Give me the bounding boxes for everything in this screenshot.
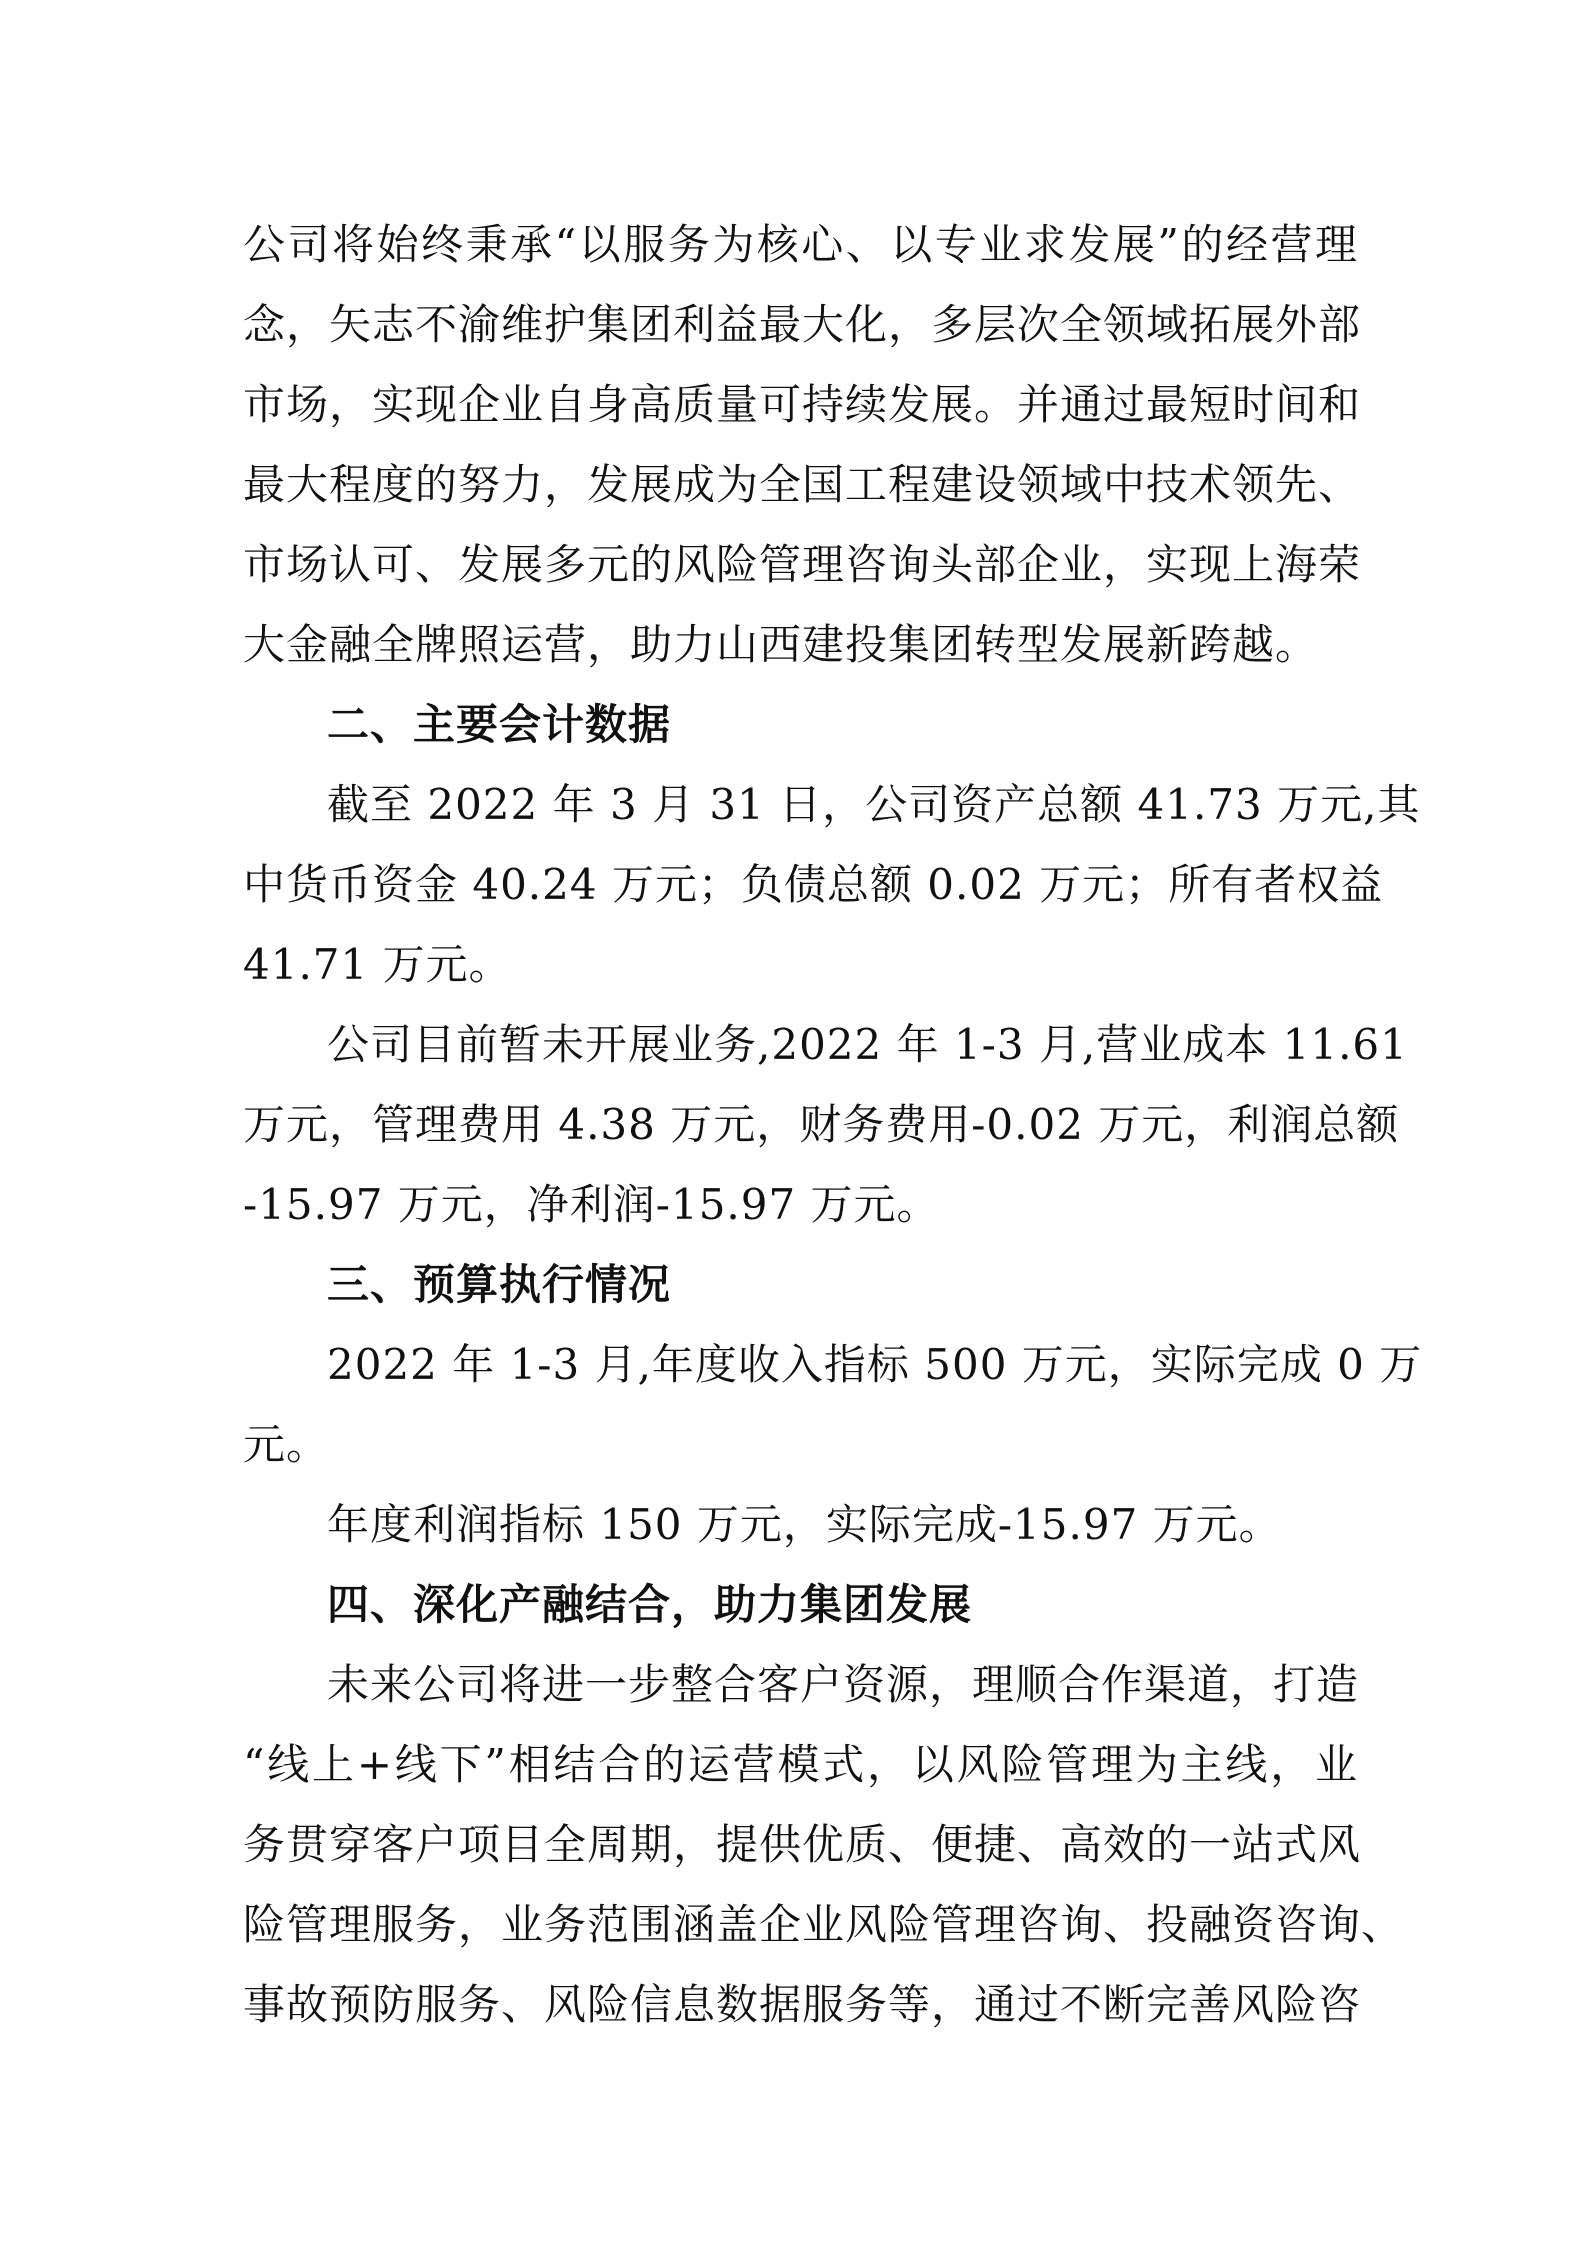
text-line: 年度利润指标 150 万元，实际完成-15.97 万元。 [327, 1500, 1282, 1549]
future-plan-paragraph [243, 1645, 1405, 2045]
accounting-balance-paragraph [243, 765, 1421, 1005]
text-line: 中货币资金 40.24 万元；负债总额 0.02 万元；所有者权益 [243, 860, 1384, 909]
text-line: 最大程度的努力，发展成为全国工程建设领域中技术领先、 [243, 460, 1362, 509]
text-line: 未来公司将进一步整合客户资源，理顺合作渠道，打造 [327, 1660, 1360, 1709]
text-line: 市场认可、发展多元的风险管理咨询头部企业，实现上海荣 [243, 540, 1362, 589]
text-line: 截至 2022 年 3 月 31 日，公司资产总额 41.73 万元,其 [327, 780, 1421, 829]
text-line: 元。 [243, 1420, 330, 1469]
text-line: -15.97 万元，净利润-15.97 万元。 [243, 1180, 940, 1229]
text-line: 念，矢志不渝维护集团利益最大化，多层次全领域拓展外部 [243, 300, 1362, 349]
section-heading-industry-finance: 四、深化产融结合，助力集团发展 [327, 1580, 973, 1629]
text-line: 事故预防服务、风险信息数据服务等，通过不断完善风险咨 [243, 1980, 1362, 2029]
section-heading-budget-execution: 三、预算执行情况 [327, 1260, 672, 1309]
budget-revenue-paragraph [243, 1325, 1423, 1485]
text-line: 万元，管理费用 4.38 万元，财务费用-0.02 万元，利润总额 [243, 1100, 1400, 1149]
text-line: 2022 年 1-3 月,年度收入指标 500 万元，实际完成 0 万 [327, 1340, 1423, 1389]
text-line: 公司将始终秉承“以服务为核心、以专业求发展”的经营理 [243, 220, 1358, 269]
accounting-income-paragraph [243, 1005, 1408, 1245]
text-line: 市场，实现企业自身高质量可持续发展。并通过最短时间和 [243, 380, 1362, 429]
text-line: 公司目前暂未开展业务,2022 年 1-3 月,营业成本 11.61 [327, 1020, 1408, 1069]
text-line: 大金融全牌照运营，助力山西建投集团转型发展新跨越。 [243, 620, 1319, 669]
document-body [243, 205, 1423, 2045]
text-line: 41.71 万元。 [243, 940, 512, 989]
text-line: 险管理服务，业务范围涵盖企业风险管理咨询、投融资咨询、 [243, 1900, 1405, 1949]
text-line: “线上+线下”相结合的运营模式，以风险管理为主线，业 [243, 1740, 1358, 1789]
budget-profit-paragraph [243, 1485, 1358, 1565]
text-line: 务贯穿客户项目全周期，提供优质、便捷、高效的一站式风 [243, 1820, 1362, 1869]
intro-paragraph [243, 205, 1362, 685]
section-heading-accounting-data: 二、主要会计数据 [327, 700, 672, 749]
